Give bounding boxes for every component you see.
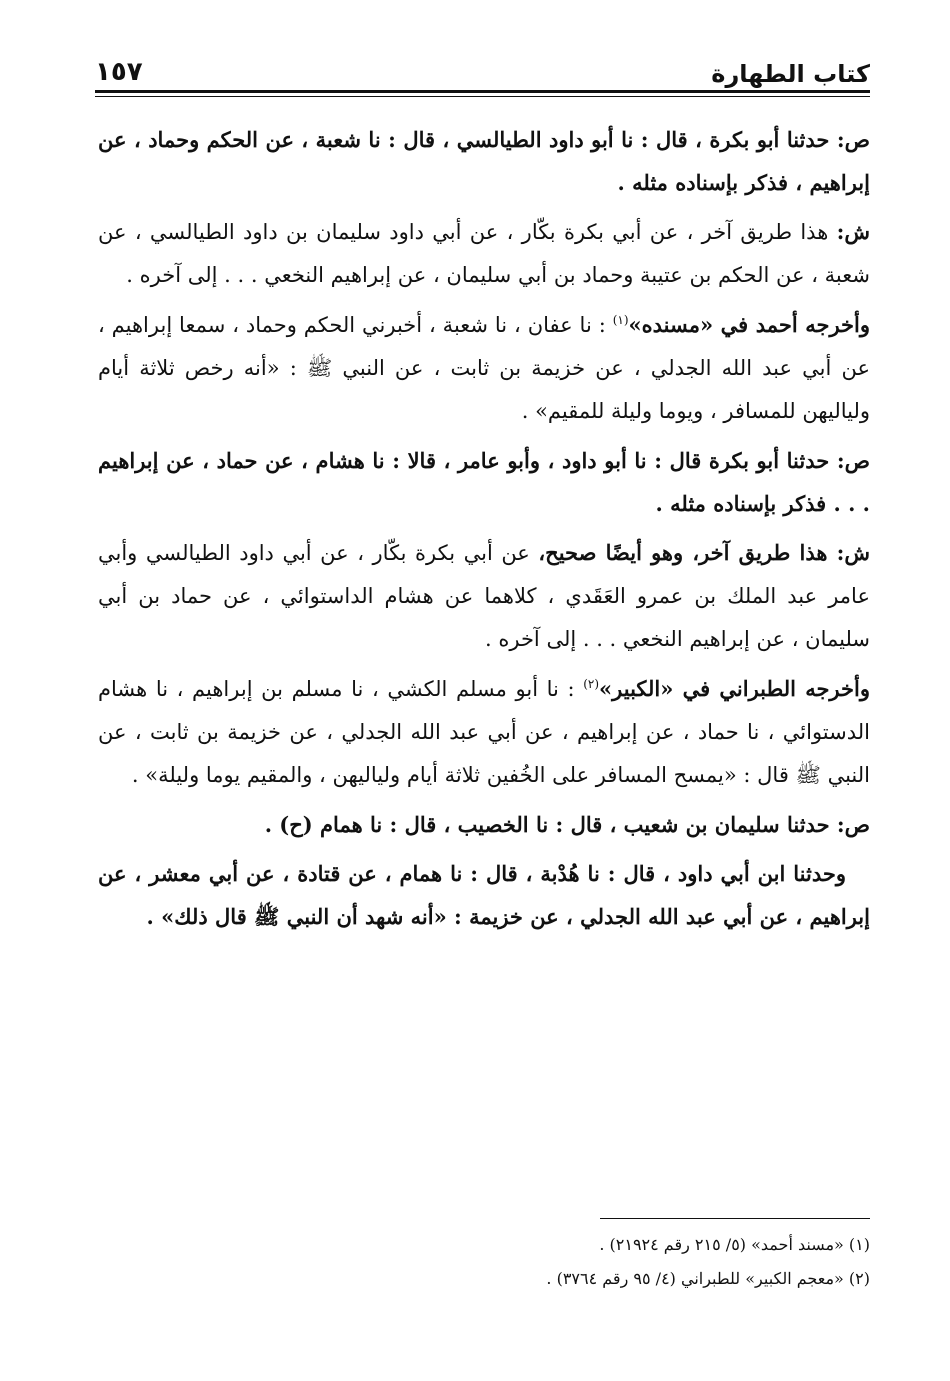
paragraph-text: عن أبي بكرة بكّار ، عن أبي داود الطيالسي وأبي عامر عبد الملك بن عمرو العَقَدي ، كلاهما عن هشام الداستوائي ، عن حماد بن أبي سليمان ، عن إبراهيم النخعي . . . إلى آخره . xyxy=(98,541,870,651)
paragraph-lead: ص: xyxy=(836,448,870,473)
paragraph-8 xyxy=(98,852,870,938)
paragraph-lead: ش: هذا طريق آخر، وهو أيضًا صحيح، xyxy=(538,540,870,565)
paragraph-text: وحدثنا ابن أبي داود ، قال : نا هُدْبة ، قال : نا همام ، عن قتادة ، عن أبي معشر ، عن إبراهيم ، عن أبي عبد الله الجدلي ، عن خزيمة : «أنه شهد أن النبي ﷺ قال ذلك» . xyxy=(98,861,870,929)
paragraph-lead: وأخرجه الطبراني في «الكبير» xyxy=(599,676,870,701)
page-number: ١٥٧ xyxy=(95,57,143,88)
paragraph-lead: ص: xyxy=(836,812,870,837)
footnotes xyxy=(98,1228,870,1296)
paragraph-7 xyxy=(98,803,870,846)
footnote-ref-1: (١) xyxy=(612,313,629,327)
running-title: كتاب الطهارة xyxy=(711,59,870,88)
footnote-ref-2: (٢) xyxy=(583,677,600,691)
paragraph-2 xyxy=(98,210,870,297)
paragraph-text: : نا أبو مسلم الكشي ، نا مسلم بن إبراهيم ، نا هشام الدستوائي ، نا حماد ، عن إبراهيم ، عن أبي عبد الله الجدلي ، عن خزيمة بن ثابت ، عن النبي ﷺ قال : «يمسح المسافر على الخُفين ثلاثة أيام ولياليهن ، والمقيم يوما وليلة» . xyxy=(98,677,870,787)
footnote-1: (١) «مسند أحمد» (٥/ ٢١٥ رقم ٢١٩٢٤) . xyxy=(599,1235,870,1254)
header-rule-thick xyxy=(95,90,870,93)
paragraph-text: : نا عفان ، نا شعبة ، أخبرني الحكم وحماد ، سمعا إبراهيم ، عن أبي عبد الله الجدلي ، عن خزيمة بن ثابت ، عن النبي ﷺ : «أنه رخص ثلاثة أيام ولياليهن للمسافر ، ويوما وليلة للمقيم» . xyxy=(98,313,870,423)
main-text xyxy=(98,118,870,944)
paragraph-text: حدثنا أبو بكرة ، قال : نا أبو داود الطيالسي ، قال : نا شعبة ، عن الحكم وحماد ، عن إبراهيم ، فذكر بإسناده مثله . xyxy=(98,127,870,195)
paragraph-lead: ش: xyxy=(836,219,870,244)
paragraph-1 xyxy=(98,118,870,204)
page-header xyxy=(95,40,870,96)
paragraph-5 xyxy=(98,531,870,661)
paragraph-3 xyxy=(98,303,870,433)
paragraph-lead: وأخرجه أحمد في «مسنده» xyxy=(628,312,870,337)
paragraph-lead: ص: xyxy=(836,127,870,152)
paragraph-6 xyxy=(98,667,870,797)
paragraph-text: حدثنا سليمان بن شعيب ، قال : نا الخصيب ، قال : نا همام (ح) . xyxy=(264,812,830,837)
header-rule-thin xyxy=(95,96,870,97)
footnote-separator xyxy=(600,1218,870,1219)
footnote-2: (٢) «معجم الكبير» للطبراني (٤/ ٩٥ رقم ٣٧٦٤) . xyxy=(546,1269,870,1288)
paragraph-text: حدثنا أبو بكرة قال : نا أبو داود ، وأبو عامر ، قالا : نا هشام ، عن حماد ، عن إبراهيم . . . فذكر بإسناده مثله . xyxy=(98,448,870,516)
paragraph-text: هذا طريق آخر ، عن أبي بكرة بكّار ، عن أبي داود سليمان بن داود الطيالسي ، عن شعبة ، عن الحكم بن عتيبة وحماد بن أبي سليمان ، عن إبراهيم النخعي . . . إلى آخره . xyxy=(98,220,870,287)
paragraph-4 xyxy=(98,439,870,525)
